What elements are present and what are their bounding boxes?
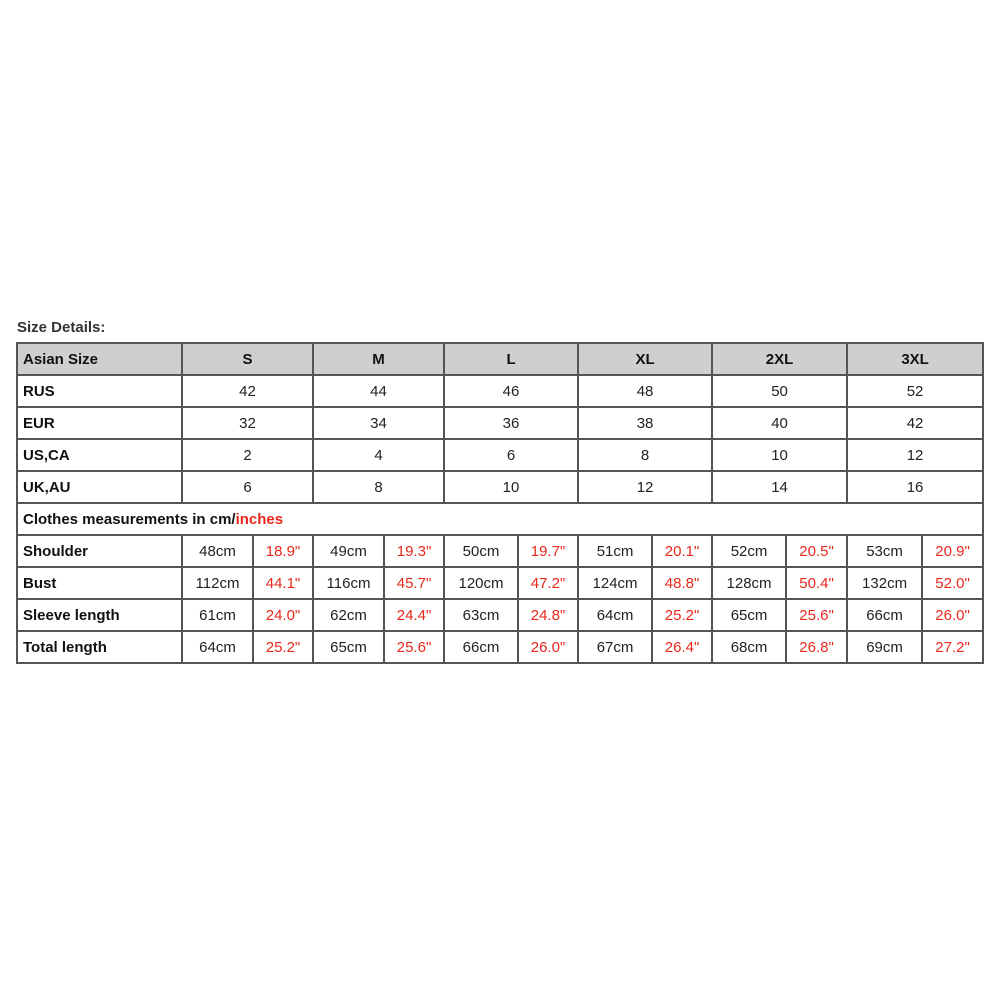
row-label: Shoulder xyxy=(17,535,182,567)
cm-cell: 68cm xyxy=(712,631,786,663)
table-cell: 2 xyxy=(182,439,313,471)
cm-cell: 48cm xyxy=(182,535,253,567)
table-cell: 16 xyxy=(847,471,983,503)
inch-cell: 18.9" xyxy=(253,535,313,567)
inch-cell: 26.4" xyxy=(652,631,712,663)
size-header-xl: XL xyxy=(578,343,712,375)
table-cell: 6 xyxy=(444,439,578,471)
size-header-s: S xyxy=(182,343,313,375)
row-label: Sleeve length xyxy=(17,599,182,631)
table-cell: 12 xyxy=(847,439,983,471)
table-row xyxy=(17,471,983,503)
cm-cell: 52cm xyxy=(712,535,786,567)
inch-cell: 19.7" xyxy=(518,535,578,567)
row-label: Bust xyxy=(17,567,182,599)
table-cell: 4 xyxy=(313,439,444,471)
row-label: Total length xyxy=(17,631,182,663)
inch-cell: 20.9" xyxy=(922,535,983,567)
cm-cell: 49cm xyxy=(313,535,384,567)
inch-cell: 19.3" xyxy=(384,535,444,567)
size-header-2xl: 2XL xyxy=(712,343,847,375)
row-label: RUS xyxy=(17,375,182,407)
cm-cell: 51cm xyxy=(578,535,652,567)
inch-cell: 25.6" xyxy=(384,631,444,663)
row-label: UK,AU xyxy=(17,471,182,503)
table-cell: 34 xyxy=(313,407,444,439)
size-details-caption: Size Details: xyxy=(17,319,106,336)
table-cell: 6 xyxy=(182,471,313,503)
table-cell: 8 xyxy=(313,471,444,503)
table-cell: 10 xyxy=(444,471,578,503)
size-header-m: M xyxy=(313,343,444,375)
table-cell: 48 xyxy=(578,375,712,407)
table-cell: 38 xyxy=(578,407,712,439)
table-cell: 36 xyxy=(444,407,578,439)
size-chart-table xyxy=(16,342,984,664)
inch-cell: 24.4" xyxy=(384,599,444,631)
table-cell: 12 xyxy=(578,471,712,503)
table-row xyxy=(17,375,983,407)
cm-cell: 132cm xyxy=(847,567,922,599)
row-label: US,CA xyxy=(17,439,182,471)
table-row xyxy=(17,567,983,599)
cm-cell: 53cm xyxy=(847,535,922,567)
inch-cell: 24.8" xyxy=(518,599,578,631)
cm-cell: 64cm xyxy=(182,631,253,663)
header-label: Asian Size xyxy=(17,343,182,375)
cm-cell: 65cm xyxy=(712,599,786,631)
measurements-title-prefix: Clothes measurements in cm/ xyxy=(23,510,236,528)
table-row xyxy=(17,599,983,631)
table-cell: 42 xyxy=(847,407,983,439)
inch-cell: 45.7" xyxy=(384,567,444,599)
table-cell: 42 xyxy=(182,375,313,407)
inch-cell: 25.6" xyxy=(786,599,847,631)
cm-cell: 66cm xyxy=(444,631,518,663)
table-row xyxy=(17,535,983,567)
size-header-3xl: 3XL xyxy=(847,343,983,375)
inch-cell: 20.5" xyxy=(786,535,847,567)
cm-cell: 65cm xyxy=(313,631,384,663)
cm-cell: 66cm xyxy=(847,599,922,631)
table-cell: 52 xyxy=(847,375,983,407)
table-cell: 32 xyxy=(182,407,313,439)
inch-cell: 48.8" xyxy=(652,567,712,599)
inch-cell: 44.1" xyxy=(253,567,313,599)
cm-cell: 124cm xyxy=(578,567,652,599)
size-header-l: L xyxy=(444,343,578,375)
table-cell: 14 xyxy=(712,471,847,503)
table-cell: 44 xyxy=(313,375,444,407)
table-row xyxy=(17,407,983,439)
inch-cell: 47.2" xyxy=(518,567,578,599)
inch-cell: 26.0" xyxy=(518,631,578,663)
inch-cell: 25.2" xyxy=(253,631,313,663)
measurements-title-row xyxy=(17,503,983,535)
table-cell: 10 xyxy=(712,439,847,471)
inch-cell: 52.0" xyxy=(922,567,983,599)
inch-cell: 26.0" xyxy=(922,599,983,631)
row-label: EUR xyxy=(17,407,182,439)
inch-cell: 20.1" xyxy=(652,535,712,567)
table-cell: 46 xyxy=(444,375,578,407)
table-row xyxy=(17,439,983,471)
table-cell: 50 xyxy=(712,375,847,407)
cm-cell: 61cm xyxy=(182,599,253,631)
measurements-title-highlight: inches xyxy=(235,510,284,528)
cm-cell: 116cm xyxy=(313,567,384,599)
table-row xyxy=(17,631,983,663)
header-row xyxy=(17,343,983,375)
inch-cell: 27.2" xyxy=(922,631,983,663)
measurements-title xyxy=(17,503,983,535)
cm-cell: 128cm xyxy=(712,567,786,599)
cm-cell: 62cm xyxy=(313,599,384,631)
table-cell: 8 xyxy=(578,439,712,471)
cm-cell: 50cm xyxy=(444,535,518,567)
cm-cell: 64cm xyxy=(578,599,652,631)
cm-cell: 120cm xyxy=(444,567,518,599)
inch-cell: 25.2" xyxy=(652,599,712,631)
inch-cell: 24.0" xyxy=(253,599,313,631)
cm-cell: 67cm xyxy=(578,631,652,663)
inch-cell: 26.8" xyxy=(786,631,847,663)
inch-cell: 50.4" xyxy=(786,567,847,599)
cm-cell: 112cm xyxy=(182,567,253,599)
cm-cell: 69cm xyxy=(847,631,922,663)
table-cell: 40 xyxy=(712,407,847,439)
cm-cell: 63cm xyxy=(444,599,518,631)
